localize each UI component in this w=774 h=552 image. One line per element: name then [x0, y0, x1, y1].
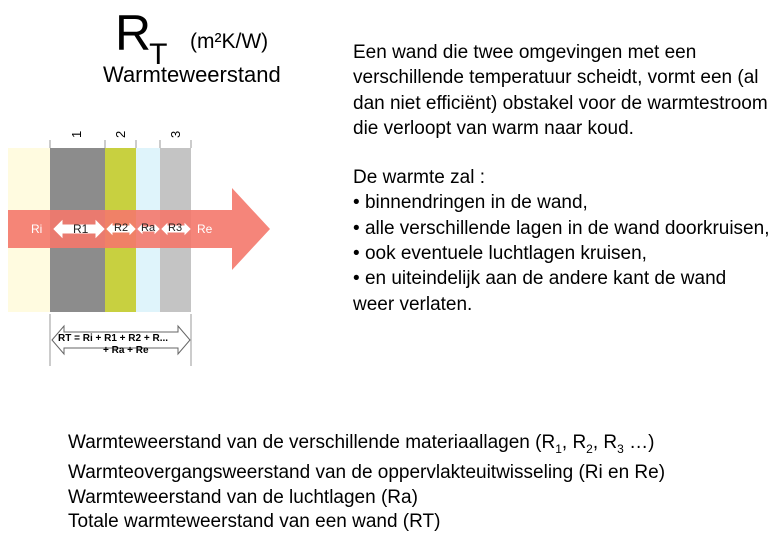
- formula-line-1: RT = Ri + R1 + R2 + R...: [58, 333, 169, 344]
- label-r1: R1: [73, 222, 89, 236]
- formula-line-2: + Ra + Re: [103, 345, 149, 356]
- layer-number-2: 2: [113, 130, 128, 138]
- label-ri: Ri: [31, 222, 43, 236]
- rt-symbol-subscript: T: [149, 38, 168, 71]
- description-paragraph: Een wand die twee omgevingen met een verschillende temperatuur scheidt, vormt een (al dan niet efficiënt) obstakel voor de warmtestroom die verloopt van warm naar koud.: [353, 42, 768, 139]
- layer-number-3: 3: [168, 130, 183, 138]
- rt-name: Warmteweerstand: [103, 62, 281, 87]
- legend: [68, 431, 768, 534]
- label-r2: R2: [114, 222, 129, 234]
- description-list: [353, 190, 771, 316]
- legend-line-3: Warmteweerstand van de luchtlagen (Ra): [68, 486, 418, 508]
- list-item: • ook eventuele luchtlagen kruisen,: [353, 241, 771, 266]
- title-block: [95, 6, 305, 88]
- rt-symbol: [115, 5, 169, 71]
- list-item: • alle verschillende lagen in de wand doorkruisen,: [353, 216, 771, 241]
- description-intro: De warmte zal :: [353, 167, 485, 189]
- label-re: Re: [197, 222, 213, 236]
- list-item: • binnendringen in de wand,: [353, 190, 771, 215]
- rt-unit: (m²K/W): [190, 30, 269, 53]
- layer-number-1: 1: [69, 130, 84, 138]
- legend-line-2: Warmteovergangsweerstand van de oppervlakteuitwisseling (Ri en Re): [68, 462, 666, 484]
- wall-diagram: [0, 118, 290, 373]
- label-ra: Ra: [141, 222, 156, 234]
- list-item: • en uiteindelijk aan de andere kant de wand weer verlaten.: [353, 266, 771, 317]
- description: [353, 40, 771, 317]
- legend-line-4: Totale warmteweerstand van een wand (RT): [68, 511, 441, 533]
- wall-diagram-graphic: [0, 118, 290, 373]
- label-r3: R3: [168, 222, 183, 234]
- legend-line-1: Warmteweerstand van de verschillende materiaallagen ($R_1$, $R_2$, $R_3$ …): [68, 432, 655, 456]
- rt-symbol-letter: R: [115, 5, 152, 61]
